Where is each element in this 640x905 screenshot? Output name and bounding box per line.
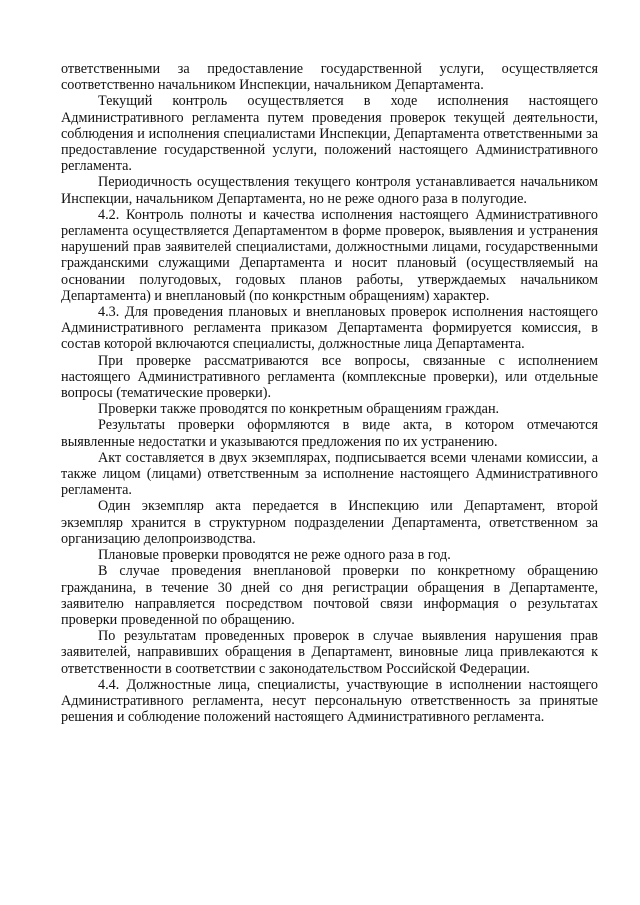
paragraph-section-4-4: 4.4. Должностные лица, специалисты, участвующие в исполнении настоящего Административного регламента, несут персональную ответственность за принятые решения и соблюдение положений настоящего Административного регламента.: [61, 676, 598, 726]
paragraph-unplanned-inspection: В случае проведения внеплановой проверки по конкретному обращению гражданина, в течение 30 дней со дня регистрации обращения в Департаменте, заявителю направляется посредством почтовой связи информация о результатах проверки проведенной по обращению.: [61, 563, 598, 628]
paragraph-act-copies: Акт составляется в двух экземплярах, подписывается всеми членами комиссии, а также лицом (лицами) ответственным за исполнение настоящего Административного регламента.: [61, 449, 598, 499]
paragraph-liability: По результатам проведенных проверок в случае выявления нарушения прав заявителей, направивших обращения в Департамент, виновные лица привлекаются к ответственности в соответствии с законодательством Российской Федерации.: [61, 628, 598, 677]
paragraph-inspection-results: Результаты проверки оформляются в виде акта, в котором отмечаются выявленные недостатки и указываются предложения по их устранению.: [61, 417, 598, 450]
document-body: [61, 61, 598, 725]
paragraph-planned-frequency: Плановые проверки проводятся не реже одного раза в год.: [98, 547, 451, 564]
paragraph-current-control: Текущий контроль осуществляется в ходе исполнения настоящего Административного регламента путем проведения проверок текущей деятельности, соблюдения и исполнения специалистами Инспекции, Департамента ответственными за предоставление государственной услуги, положений настоящего Административного регламента.: [61, 93, 598, 175]
paragraph-inspection-scope: При проверке рассматриваются все вопросы, связанные с исполнением настоящего Административного регламента (комплексные проверки), или отдельные вопросы (тематические проверки).: [61, 352, 598, 402]
paragraph-section-4-2: 4.2. Контроль полноты и качества исполнения настоящего Административного регламента осуществляется Департаментом в форме проверок, выявления и устранения нарушений прав заявителей специалистами, должностными лицами, государственными гражданскими служащими Департамента и носит плановый (осуществляемый на основании полугодовых, годовых планов работы, утверждаемых начальником Департамента) и внеплановый (по конкрстным обращениям) характер.: [61, 206, 598, 304]
paragraph-act-storage: Один экземпляр акта передается в Инспекцию или Департамент, второй экземпляр хранится в структурном подразделении Департамента, ответственном за организацию делопроизводства.: [61, 498, 598, 547]
paragraph-citizen-requests: Проверки также проводятся по конкретным обращениям граждан.: [98, 401, 500, 418]
paragraph-control-periodicity: Периодичность осуществления текущего контроля устанавливается начальником Инспекции, начальником Департамента, но не реже одного раза в полугодие.: [61, 174, 598, 207]
paragraph-continuation: ответственными за предоставление государственной услуги, осуществляется соответственно начальником Инспекции, начальником Департамента.: [61, 61, 598, 94]
paragraph-section-4-3: 4.3. Для проведения плановых и внеплановых проверок исполнения настоящего Административного регламента приказом Департамента формируется комиссия, в состав которой включаются специалисты, должностные лица Департамента.: [61, 304, 598, 353]
